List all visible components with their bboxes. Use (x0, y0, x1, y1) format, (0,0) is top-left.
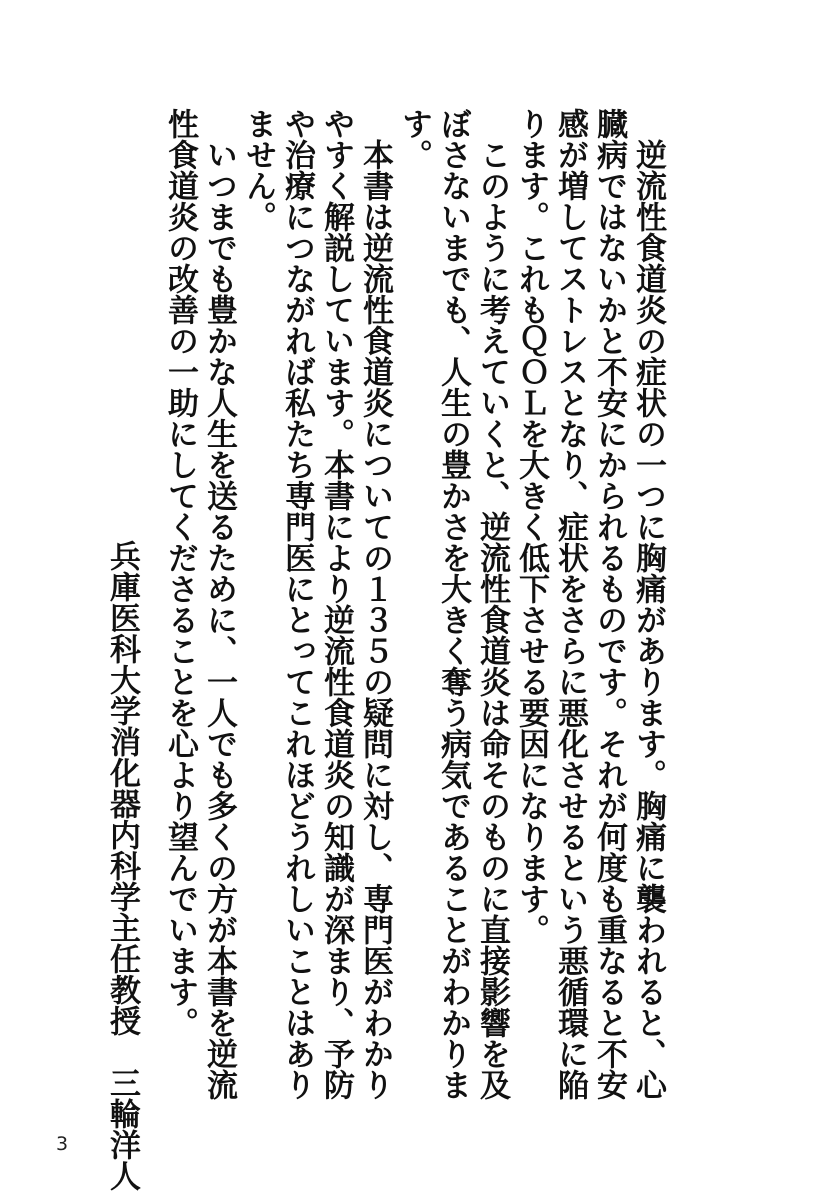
author-signature: 兵庫医科大学消化器内科学主任教授 三輪洋人 (104, 540, 140, 1191)
paragraph-1: 逆流性食道炎の症状の一つに胸痛があります。胸痛に襲われると、心臓病ではないかと不安にかられるものです。それが何度も重なると不安感が増してストレスとなり、症状をさらに悪化させるという悪循環に陥ります。これもＱＯＬを大きく低下させる要因になります。 (513, 108, 666, 1100)
paragraph-2: このように考えていくと、逆流性食道炎は命そのものに直接影響を及ぼさないまでも、人生の豊かさを大きく奪う病気であることがわかります。 (396, 108, 510, 1100)
paragraph-4: いつまでも豊かな人生を送るために、一人でも多くの方が本書を逆流性食道炎の改善の一助にしてくださることを心より望んでいます。 (162, 108, 237, 1100)
page-number: 3 (56, 1133, 69, 1155)
paragraph-3: 本書は逆流性食道炎についての１３５の疑問に対し、専門医がわかりやすく解説しています。本書により逆流性食道炎の知識が深まり、予防や治療につながれば私たち専門医にとってこれほどうれしいことはありません。 (240, 108, 393, 1100)
body-text (160, 108, 667, 1108)
